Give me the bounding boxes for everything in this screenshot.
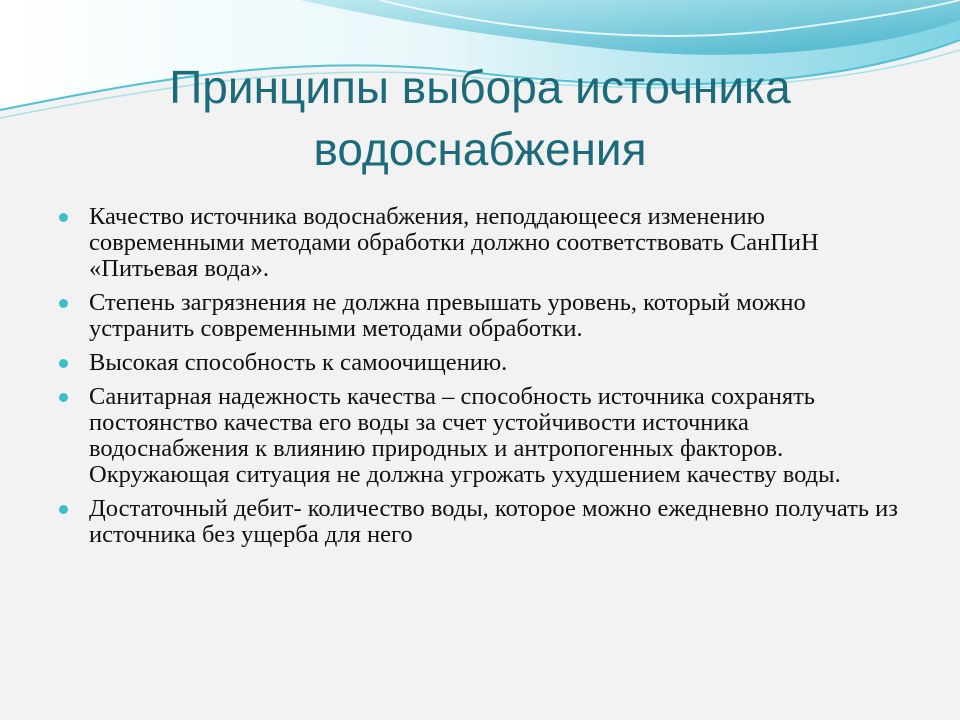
bullet-text: Достаточный дебит- количество воды, которое можно ежедневно получать из источника без ущерба для него (89, 495, 898, 548)
bullet-dot-icon (59, 505, 68, 514)
bullet-dot-icon (59, 213, 68, 222)
bullet-dot-icon (59, 299, 68, 308)
bullet-dot-icon (59, 393, 68, 402)
bullet-text: Санитарная надежность качества – способность источника сохранять постоянство качества его воды за счет устойчивости источника водоснабжения к влиянию природных и антропогенных факторов. Окружающая ситуация не должна угрожать ухудшением качеству воды. (89, 383, 841, 488)
bullet-item (58, 496, 898, 548)
bullet-dot-icon (59, 359, 68, 368)
bullet-text: Степень загрязнения не должна превышать уровень, который можно устранить современными методами обработки. (89, 289, 806, 342)
title-line-2: водоснабжения (313, 123, 647, 175)
slide-title (60, 56, 900, 180)
bullet-item (58, 290, 898, 342)
bullet-item (58, 384, 898, 488)
bullet-item (58, 350, 898, 376)
bullet-text: Высокая способность к самоочищению. (89, 349, 508, 376)
title-line-1: Принципы выбора источника (169, 61, 791, 113)
bullet-text: Качество источника водоснабжения, неподдающееся изменению современными методами обработки должно соответствовать СанПиН «Питьевая вода». (89, 203, 819, 282)
bullet-list (58, 204, 898, 556)
bullet-item (58, 204, 898, 282)
